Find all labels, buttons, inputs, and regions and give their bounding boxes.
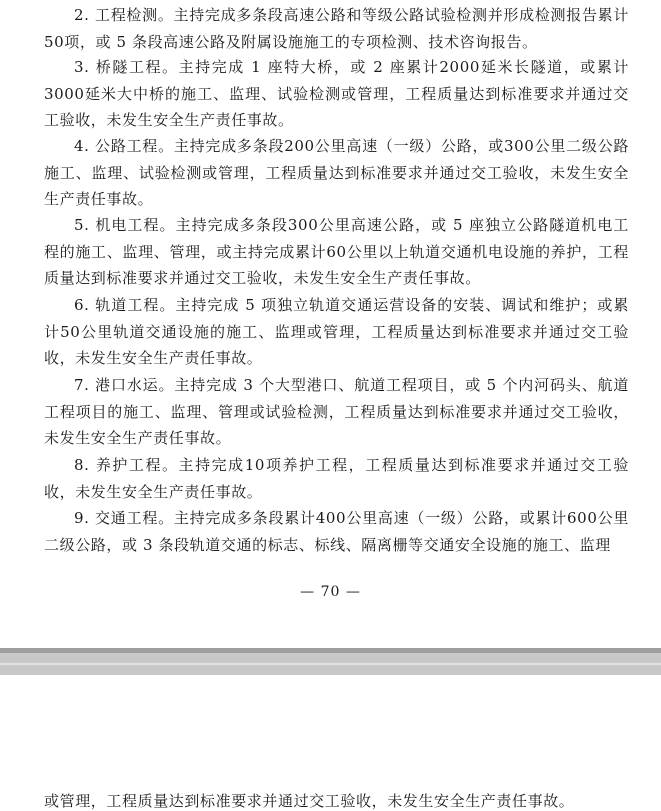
paragraph-maintenance: 8. 养护工程。主持完成10项养护工程，工程质量达到标准要求并通过交工验收，未发生安全生产责任事故。 <box>44 456 629 501</box>
paragraph-rail: 6. 轨道工程。主持完成 5 项独立轨道交通运营设备的安装、调试和维护；或累计50公里轨道交通设施的施工、监理或管理，工程质量达到标准要求并通过交工验收，未发生安全生产责任事故。 <box>44 296 629 367</box>
paragraph-traffic: 9. 交通工程。主持完成多条段累计400公里高速（一级）公路，或累计600公里二级公路，或 3 条段轨道交通的标志、标线、隔离栅等交通安全设施的施工、监理 <box>44 509 629 554</box>
page-number: — 70 — <box>300 584 361 600</box>
paragraph-traffic-continuation: 或管理，工程质量达到标准要求并通过交工验收，未发生安全生产责任事故。 <box>44 792 575 810</box>
paragraph-port-waterway: 7. 港口水运。主持完成 3 个大型港口、航道工程项目，或 5 个内河码头、航道工程项目的施工、监理、管理或试验检测，工程质量达到标准要求并通过交工验收，未发生安全生产责任事故。 <box>44 376 629 447</box>
paragraph-bridge-tunnel: 3. 桥隧工程。主持完成 1 座特大桥，或 2 座累计2000延米长隧道，或累计3000延米大中桥的施工、监理、试验检测或管理，工程质量达到标准要求并通过交工验收，未发生安全生产责任事故。 <box>44 58 629 129</box>
page-separator <box>0 648 661 675</box>
document-page-71 <box>0 675 661 811</box>
paragraph-highway: 4. 公路工程。主持完成多条段200公里高速（一级）公路，或300公里二级公路施工、监理、试验检测或管理，工程质量达到标准要求并通过交工验收，未发生安全生产责任事故。 <box>44 137 629 208</box>
paragraph-electromechanical: 5. 机电工程。主持完成多条段300公里高速公路，或 5 座独立公路隧道机电工程的施工、监理、管理，或主持完成累计60公里以上轨道交通机电设施的养护，工程质量达到标准要求并通过交工验收，未发生安全生产责任事故。 <box>44 216 629 287</box>
paragraph-engineering-testing: 2. 工程检测。主持完成多条段高速公路和等级公路试验检测并形成检测报告累计50项，或 5 条段高速公路及附属设施施工的专项检测、技术咨询报告。 <box>44 6 629 51</box>
